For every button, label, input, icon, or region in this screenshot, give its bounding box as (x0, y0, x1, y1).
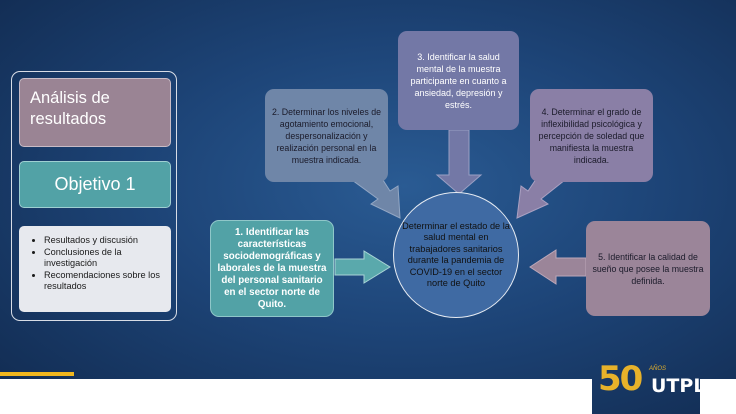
accent-stripe (0, 372, 74, 376)
logo-anniversary-number: 50 (598, 359, 642, 399)
logo-anos-label: AÑOS (649, 366, 667, 372)
objective-box-3 (398, 31, 519, 130)
objective-box-4 (530, 89, 653, 182)
outline-card (19, 226, 171, 312)
objective-box-2 (265, 89, 388, 182)
analysis-card (19, 78, 171, 147)
objective-box-4-text: 4. Determinar el grado de inflexibilidad psicológica y percepción de soledad que manifiesta la muestra indicada. (538, 106, 645, 165)
footer-bar (0, 379, 592, 414)
analysis-title: Análisis de resultados (30, 89, 110, 128)
objective-card (19, 161, 171, 208)
objective-box-5-text: 5. Identificar la calidad de sueño que posee la muestra definida. (592, 251, 704, 286)
logo-utpl-label: UTPL (651, 375, 706, 397)
outline-item: • Resultados y discusión (44, 235, 165, 247)
objective-box-1-text: 1. Identificar las características sociodemográficas y laborales de la muestra del personal sanitario en el sector norte de Quito. (217, 226, 327, 310)
objective-box-3-text: 3. Identificar la salud mental de la muestra participante en cuanto a ansiedad, depresión y estrés. (410, 51, 507, 110)
objective-label: Objetivo 1 (54, 174, 136, 194)
central-objective-text: Determinar el estado de la salud mental en trabajadores sanitarios durante la pandemia de COVID-19 en el sector norte de Quito (402, 220, 510, 288)
objective-box-5 (586, 221, 710, 316)
objective-box-2-text: 2. Determinar los niveles de agotamiento emocional, despersonalización y realización personal en la muestra indicada. (271, 106, 382, 165)
central-objective-circle (393, 192, 519, 318)
outline-item: • Recomendaciones sobre los resultados (44, 270, 165, 293)
outline-item: • Conclusiones de la investigación (44, 247, 165, 270)
outline-list (32, 235, 165, 293)
objective-box-1 (210, 220, 334, 317)
